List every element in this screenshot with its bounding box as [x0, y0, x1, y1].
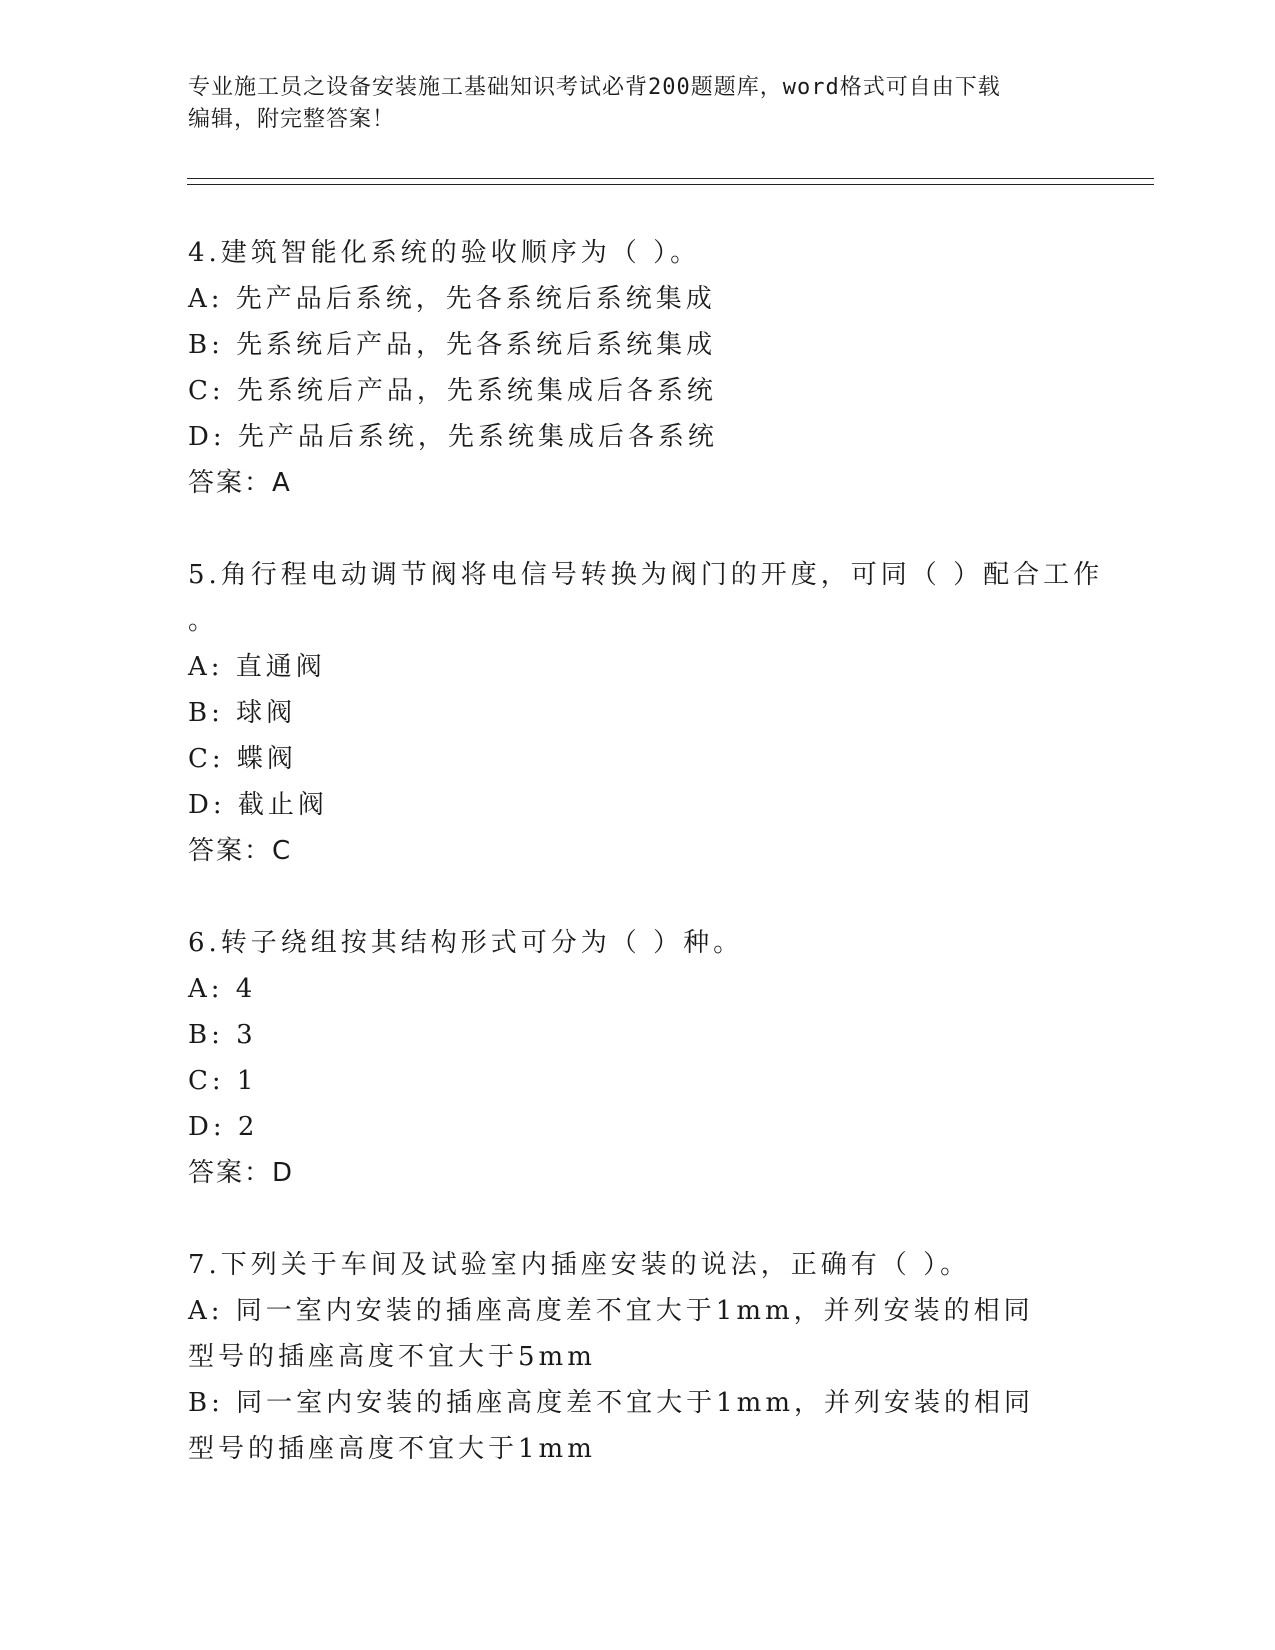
option-b: B: 球阀: [188, 698, 297, 728]
question-stem-continued: 。: [188, 606, 219, 636]
header-rule-bottom: [187, 184, 1154, 185]
question-6: [188, 920, 1088, 1196]
option-d: D: 先产品后系统，先系统集成后各系统: [188, 422, 718, 452]
header-rule-top: [187, 178, 1154, 179]
option-d: D: 截止阀: [188, 790, 328, 820]
question-4: [188, 230, 1088, 506]
option-a: A: 直通阀: [188, 652, 326, 682]
option-b: B: 3: [188, 1020, 257, 1050]
option-b: B: 同一室内安装的插座高度差不宜大于1mm，并列安装的相同型号的插座高度不宜大于1mm: [188, 1388, 1034, 1464]
header-line-1: 专业施工员之设备安装施工基础知识考试必背200题题库，word格式可自由下载: [188, 75, 1001, 100]
option-c: C: 先系统后产品，先系统集成后各系统: [188, 376, 717, 406]
question-list: [188, 230, 1104, 1518]
question-stem: 4.建筑智能化系统的验收顺序为（ ）。: [188, 238, 701, 268]
question-stem: 7.下列关于车间及试验室内插座安装的说法，正确有（ ）。: [188, 1250, 971, 1280]
question-stem: 6.转子绕组按其结构形式可分为（ ）种。: [188, 928, 744, 958]
option-a: A: 同一室内安装的插座高度差不宜大于1mm，并列安装的相同型号的插座高度不宜大于5mm: [188, 1296, 1034, 1372]
option-b: B: 先系统后产品，先各系统后系统集成: [188, 330, 717, 360]
option-d: D: 2: [188, 1112, 259, 1142]
question-5: [188, 552, 1104, 874]
option-c: C: 蝶阀: [188, 744, 297, 774]
answer: 答案：A: [188, 468, 292, 498]
header-line-2: 编辑，附完整答案！: [188, 107, 396, 132]
document-header: [188, 72, 1078, 136]
option-c: C: 1: [188, 1066, 258, 1096]
answer: 答案：C: [188, 836, 293, 866]
question-7: [188, 1242, 1088, 1472]
question-stem: 5.角行程电动调节阀将电信号转换为阀门的开度，可同（ ）配合工作: [188, 560, 1104, 590]
answer: 答案：D: [188, 1158, 295, 1188]
option-a: A: 先产品后系统，先各系统后系统集成: [188, 284, 716, 314]
option-a: A: 4: [188, 974, 257, 1004]
